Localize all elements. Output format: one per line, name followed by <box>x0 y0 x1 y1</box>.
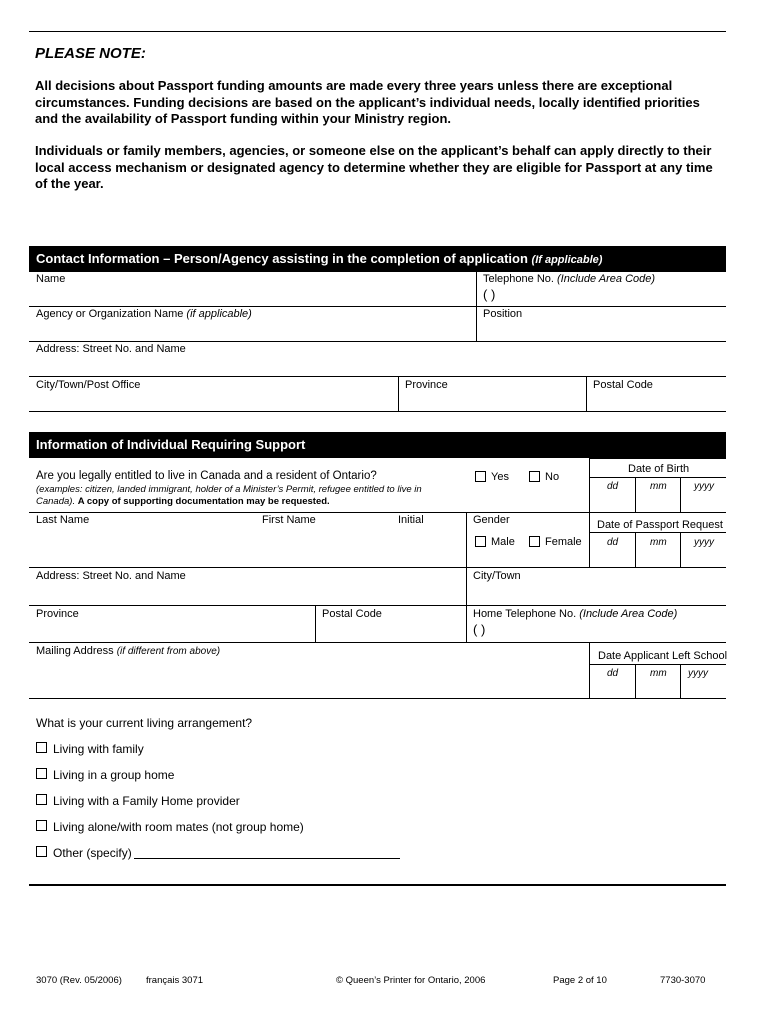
living-family-checkbox[interactable] <box>36 742 47 753</box>
legal-examples: (examples: citizen, landed immigrant, holder of a Minister’s Permit, refugee entitled to live in Canada). A copy of supporting documentation may be requested. <box>36 484 422 507</box>
contact-agency-label: Agency or Organization Name (if applicable) <box>36 308 252 320</box>
legal-no-label: No <box>545 471 560 483</box>
living-group-home-label: Living in a group home <box>53 768 175 782</box>
divider <box>29 567 726 568</box>
contact-area-code-field[interactable]: ( ) <box>483 287 496 302</box>
divider <box>466 512 467 568</box>
divider <box>589 458 590 513</box>
contact-header-text: Contact Information – Person/Agency assisting in the completion of application <box>36 251 528 266</box>
footer-code: 7730-3070 <box>660 975 706 986</box>
contact-position-label: Position <box>483 308 523 320</box>
divider <box>589 458 726 459</box>
please-note-title: PLEASE NOTE: <box>35 45 146 62</box>
divider <box>589 477 726 478</box>
living-alone-label: Living alone/with room mates (not group home) <box>53 820 304 834</box>
divider <box>29 411 726 412</box>
contact-name-label: Name <box>36 273 66 285</box>
divider <box>398 376 399 412</box>
living-question: What is your current living arrangement? <box>36 716 253 730</box>
divider <box>680 664 681 698</box>
other-specify-line[interactable] <box>134 858 400 859</box>
legal-yes-label: Yes <box>491 471 509 483</box>
dob-dd[interactable]: dd <box>607 481 619 492</box>
divider <box>635 532 636 568</box>
divider <box>29 605 726 606</box>
legal-question: Are you legally entitled to live in Canada and a resident of Ontario? <box>36 470 377 482</box>
living-other-checkbox[interactable] <box>36 846 47 857</box>
divider <box>29 376 726 377</box>
male-label: Male <box>491 536 515 548</box>
living-family-home-provider-checkbox[interactable] <box>36 794 47 805</box>
footer-french: français 3071 <box>146 975 204 986</box>
dob-mm[interactable]: mm <box>650 481 667 492</box>
contact-header-suffix: (If applicable) <box>531 254 603 266</box>
divider <box>589 664 726 665</box>
living-other-label: Other (specify) <box>53 846 132 860</box>
note-paragraph-2: Individuals or family members, agencies, or someone else on the applicant’s behalf can apply directly to their local access mechanism or designated agency to determine whether they are eligible for Passport at any time of the year. <box>35 143 713 191</box>
divider <box>29 306 726 307</box>
dob-label: Date of Birth <box>628 463 690 475</box>
contact-address-label: Address: Street No. and Name <box>36 343 186 355</box>
dob-yyyy[interactable]: yyyy <box>694 481 714 492</box>
footer-page: Page 2 of 10 <box>553 975 607 986</box>
divider <box>29 698 726 699</box>
divider <box>589 642 590 698</box>
divider <box>586 376 587 412</box>
home-telephone-label: Home Telephone No. (Include Area Code) <box>473 608 678 620</box>
home-area-code-field[interactable]: ( ) <box>473 622 486 637</box>
living-family-home-provider-label: Living with a Family Home provider <box>53 794 240 808</box>
footer-form-number: 3070 (Rev. 05/2006) <box>36 975 122 986</box>
living-group-home-checkbox[interactable] <box>36 768 47 779</box>
divider <box>635 664 636 698</box>
divider <box>589 532 726 533</box>
bottom-rule <box>29 884 726 886</box>
request-mm[interactable]: mm <box>650 537 667 548</box>
footer-copyright: © Queen’s Printer for Ontario, 2006 <box>336 975 486 986</box>
contact-section-header <box>29 246 726 272</box>
divider <box>29 642 726 643</box>
passport-request-label: Date of Passport Request <box>597 519 723 531</box>
individual-postal-label: Postal Code <box>322 608 382 620</box>
last-name-label: Last Name <box>36 514 90 526</box>
female-checkbox[interactable] <box>529 536 540 547</box>
contact-postal-label: Postal Code <box>593 379 653 391</box>
divider <box>680 532 681 568</box>
request-yyyy[interactable]: yyyy <box>694 537 714 548</box>
contact-city-label: City/Town/Post Office <box>36 379 141 391</box>
request-dd[interactable]: dd <box>607 537 619 548</box>
divider <box>29 341 726 342</box>
initial-label: Initial <box>398 514 424 526</box>
individual-province-label: Province <box>36 608 79 620</box>
left-school-label: Date Applicant Left School <box>598 650 728 662</box>
divider <box>680 477 681 513</box>
individual-address-label: Address: Street No. and Name <box>36 570 186 582</box>
left-school-mm[interactable]: mm <box>650 668 667 679</box>
gender-label: Gender <box>473 514 510 526</box>
divider <box>635 477 636 513</box>
individual-city-label: City/Town <box>473 570 521 582</box>
left-school-yyyy[interactable]: yyyy <box>688 668 708 679</box>
note-paragraph-1: All decisions about Passport funding amounts are made every three years unless there are exceptional circumstances. Funding decisions are based on the applicant’s individual needs, locally identified priorities and the availability of Passport funding within your Ministry region. <box>35 78 700 126</box>
living-family-label: Living with family <box>53 742 144 756</box>
female-label: Female <box>545 536 582 548</box>
legal-yes-checkbox[interactable] <box>475 471 486 482</box>
left-school-dd[interactable]: dd <box>607 668 619 679</box>
divider <box>589 512 590 568</box>
first-name-label: First Name <box>262 514 316 526</box>
male-checkbox[interactable] <box>475 536 486 547</box>
individual-section-header: Information of Individual Requiring Support <box>29 432 726 458</box>
divider <box>315 605 316 643</box>
living-alone-checkbox[interactable] <box>36 820 47 831</box>
divider <box>476 272 477 342</box>
top-rule <box>29 31 726 32</box>
mailing-address-label: Mailing Address (if different from above) <box>36 645 221 657</box>
contact-province-label: Province <box>405 379 448 391</box>
divider <box>29 512 726 513</box>
contact-telephone-label: Telephone No. (Include Area Code) <box>483 273 656 285</box>
legal-no-checkbox[interactable] <box>529 471 540 482</box>
